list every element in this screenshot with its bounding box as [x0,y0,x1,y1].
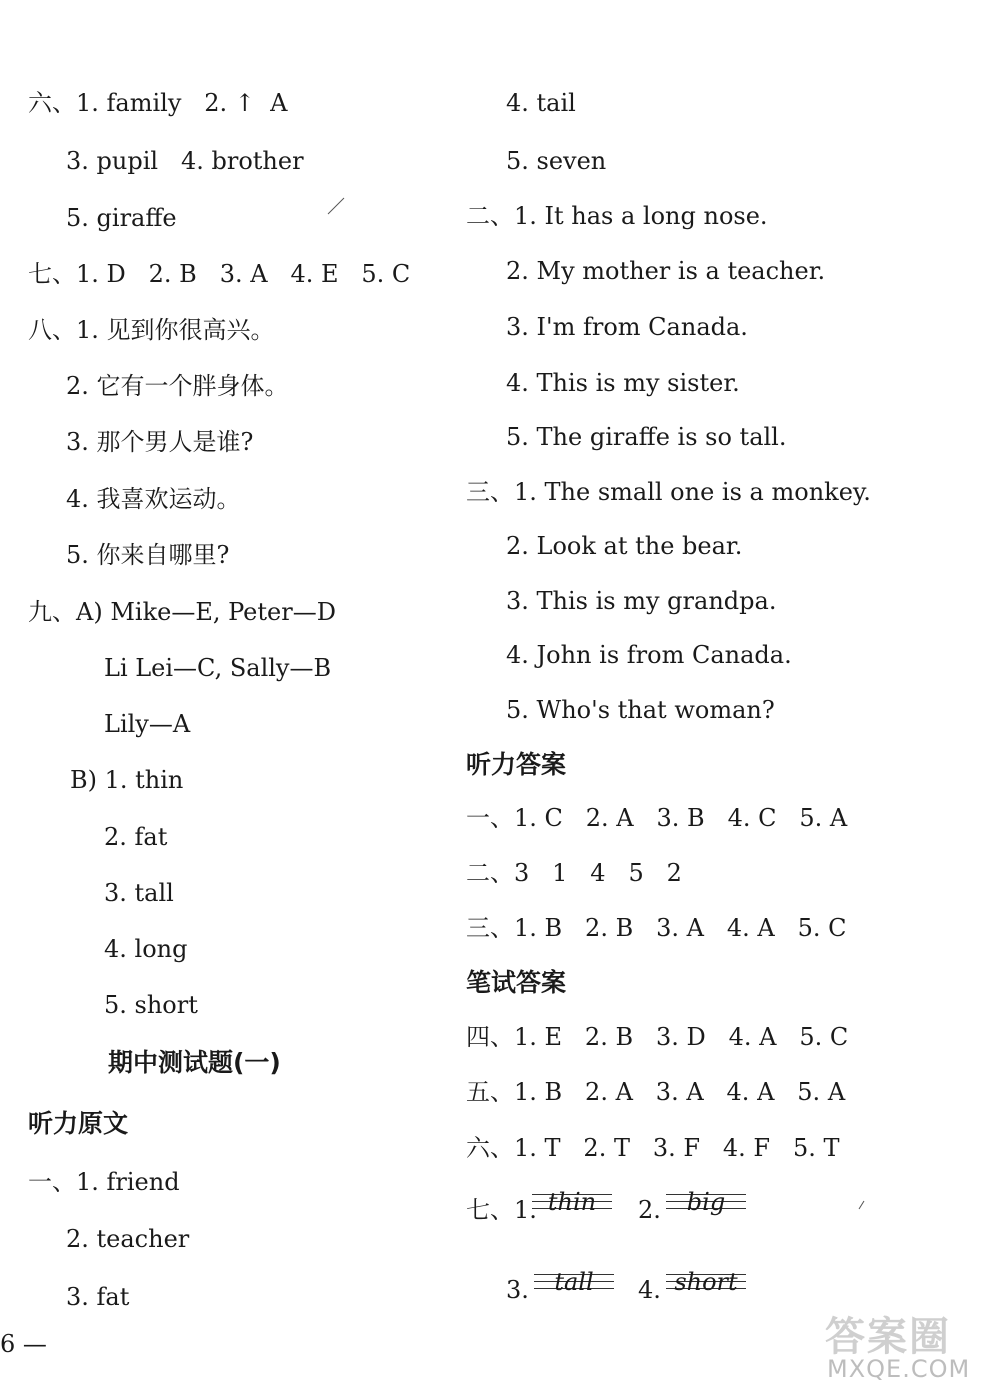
answer-line: 4. John is from Canada. [506,641,792,669]
section-heading: 听力原文 [28,1109,129,1138]
answer-line: 3. pupil 4. brother [66,147,304,175]
handwritten-answer [532,1188,612,1222]
pen-mark-icon [326,196,346,216]
answer-label: 2. [638,1196,661,1224]
section-heading: 笔试答案 [466,968,567,997]
answer-line: Lily—A [104,710,191,738]
answer-line: 3. I'm from Canada. [506,313,748,341]
answer-label: 4. [638,1276,661,1304]
answer-line: 5. short [104,991,198,1019]
answer-prefix: 七、1. [466,1196,537,1224]
answer-line: 5. seven [506,147,607,175]
answer-line: 2. My mother is a teacher. [506,257,826,285]
answer-line: 5. Who's that woman? [506,696,775,724]
answer-line: 三、1. B 2. B 3. A 4. A 5. C [466,914,847,942]
handwritten-word: short [674,1268,738,1296]
watermark-text: 答案圈 [825,1314,951,1360]
answer-line: 一、1. C 2. A 3. B 4. C 5. A [466,804,848,832]
handwritten-answer [666,1188,746,1222]
answer-line: 4. long [104,935,188,963]
answer-line: 3. fat [66,1283,130,1311]
answer-line: 4. This is my sister. [506,369,740,397]
answer-line: 5. The giraffe is so tall. [506,423,787,451]
answer-line: 二、1. It has a long nose. [466,202,768,230]
answer-line: 八、1. 见到你很高兴。 [28,316,275,344]
answer-line: B) 1. thin [70,766,184,794]
answer-line: 2. Look at the bear. [506,532,743,560]
watermark-logo [815,1305,995,1385]
answer-line: 5. 你来自哪里? [66,541,230,569]
answer-label: 3. [506,1276,529,1304]
answer-line: 五、1. B 2. A 3. A 4. A 5. A [466,1078,846,1106]
watermark-url: MXQE.COM [827,1355,971,1383]
answer-line: 4. 我喜欢运动。 [66,485,241,513]
section-title: 期中测试题(一) [108,1048,281,1077]
pen-mark-icon [858,1200,866,1210]
handwritten-word: thin [547,1188,597,1216]
handwritten-word: tall [554,1268,594,1296]
answer-line: 二、3 1 4 5 2 [466,859,682,887]
answer-line: 4. tail [506,89,576,117]
answer-line: 3. This is my grandpa. [506,587,777,615]
answer-line: 3. tall [104,879,174,907]
answer-line: 四、1. E 2. B 3. D 4. A 5. C [466,1023,849,1051]
answer-line: 2. teacher [66,1225,190,1253]
section-heading: 听力答案 [466,750,567,779]
answer-line: 九、A) Mike—E, Peter—D [28,598,336,626]
answer-line: 七、1. D 2. B 3. A 4. E 5. C [28,260,411,288]
handwritten-answer [534,1268,614,1302]
answer-line: 六、1. family 2. ↑ A [28,89,288,117]
handwritten-answer [666,1268,746,1302]
answer-line: 2. 它有一个胖身体。 [66,372,289,400]
answer-line: Li Lei—C, Sally—B [104,654,332,682]
answer-line: 5. giraffe [66,204,177,232]
answer-line: 六、1. T 2. T 3. F 4. F 5. T [466,1134,840,1162]
handwritten-word: big [686,1188,726,1216]
answer-line: 3. 那个男人是谁? [66,428,254,456]
answer-line: 三、1. The small one is a monkey. [466,478,871,506]
answer-line: 一、1. friend [28,1168,180,1196]
answer-line: 2. fat [104,823,168,851]
page-number: 6 — [0,1330,47,1358]
